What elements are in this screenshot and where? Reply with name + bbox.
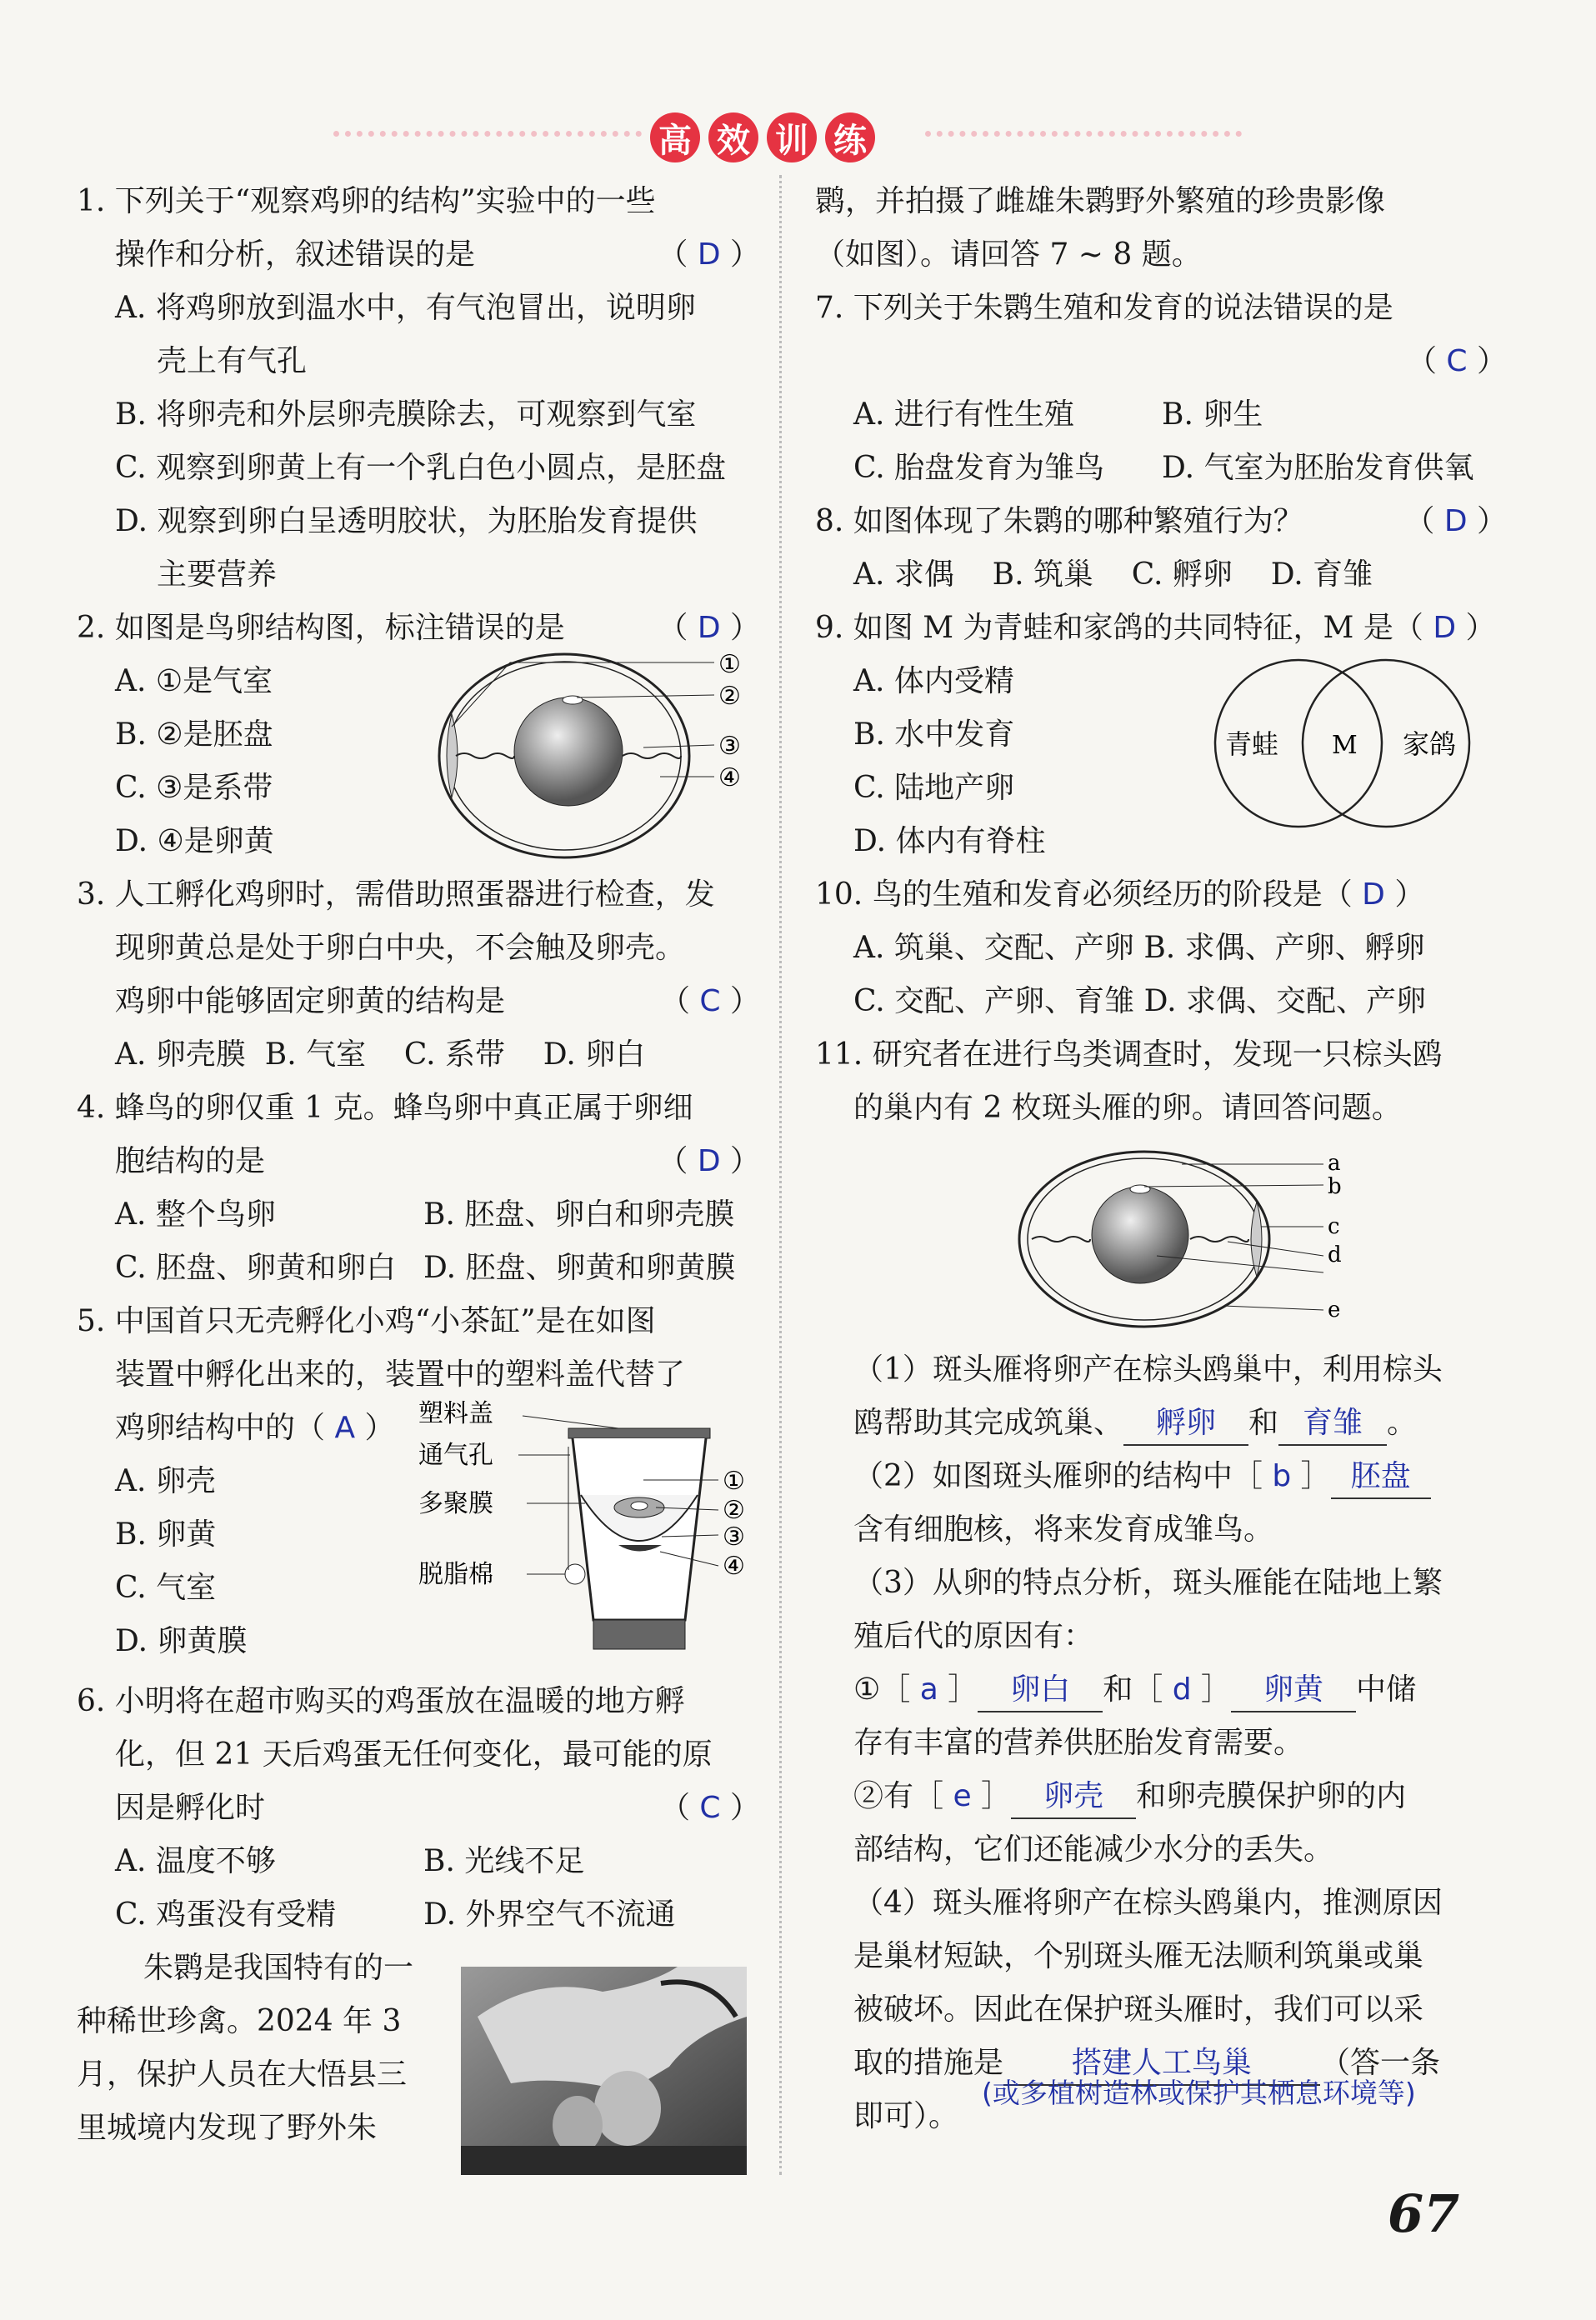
question-5: 5. 中国首只无壳孵化小鸡“小茶缸”是在如图 装置中孵化出来的，装置中的塑料盖代替了 鸡卵结构中的（ A ） A. 卵壳 B. 卵黄 C. 气室 D. 卵黄膜 塑料盖 通气孔 多聚膜 脱脂棉 ① ② ③ ④: [77, 1295, 760, 1675]
question-stem: 2. 如图是鸟卵结构图，标注错误的是: [77, 611, 565, 645]
subquestion-text: 殖后代的原因有：: [853, 1619, 1094, 1653]
column-divider: [779, 175, 782, 2175]
option-a: A. 温度不够: [115, 1844, 276, 1878]
option-c: C. 胎盘发育为雏鸟: [853, 451, 1105, 485]
venn-label-pigeon: 家鸽: [1403, 728, 1457, 760]
option-a: A. ①是气室: [115, 664, 273, 698]
options: A. 筑巢、交配、产卵 B. 求偶、产卵、孵卵: [853, 931, 1425, 965]
subquestion-text: 和［: [1103, 1672, 1163, 1707]
question-stem: 的巢内有 2 枚斑头雁的卵。请回答问题。: [853, 1091, 1402, 1125]
goose-egg-diagram-wrap: [815, 1135, 1507, 1343]
venn-diagram: [1190, 652, 1498, 835]
subquestion-text: 和卵壳膜保护卵的内: [1136, 1779, 1407, 1813]
handwritten-letter: e: [953, 1779, 972, 1813]
subquestion-text: 。: [1387, 1406, 1418, 1440]
diagram-label: ③: [718, 732, 741, 761]
question-stem: 9. 如图 M 为青蛙和家鸽的共同特征，M 是（: [815, 611, 1423, 645]
page-number: 67: [1388, 2183, 1460, 2244]
subquestion-text: 是巢材短缺，个别斑头雁无法顺利筑巢或巢: [853, 1939, 1424, 1973]
question-stem: 7. 下列关于朱鹮生殖和发育的说法错误的是: [815, 291, 1393, 325]
question-stem: 1. 下列关于“观察鸡卵的结构”实验中的一些: [77, 184, 656, 218]
subquestion-text: ①［: [853, 1672, 911, 1707]
answer-paren: （ C ）: [1406, 344, 1507, 378]
header-dots-left: [333, 131, 642, 143]
question-9: 9. 如图 M 为青蛙和家鸽的共同特征，M 是（ D ） A. 体内受精 B. 水中发育 C. 陆地产卵 D. 体内有脊柱 青蛙 M 家鸽: [815, 602, 1507, 868]
handwritten-answer: 孵卵: [1123, 1402, 1248, 1446]
question-1: [77, 175, 760, 602]
answer: D: [697, 238, 721, 272]
diagram-label: 脱脂棉: [418, 1560, 493, 1589]
answer: D: [697, 611, 721, 645]
question-stem: 10. 鸟的生殖和发育必须经历的阶段是（: [815, 878, 1353, 912]
diagram-label: ①: [718, 650, 741, 679]
passage-text: 里城境内发现了野外朱: [77, 2111, 378, 2145]
option-a-cont: 壳上有气孔: [157, 344, 308, 378]
handwritten-letter: a: [919, 1672, 938, 1707]
question-3: [77, 868, 760, 1082]
answer-paren: （ D ）: [658, 1144, 760, 1178]
diagram-label: e: [1328, 1298, 1341, 1322]
question-stem: 3. 人工孵化鸡卵时，需借助照蛋器进行检查，发: [77, 878, 715, 912]
right-column: [815, 175, 1507, 2143]
question-10: 10. 鸟的生殖和发育必须经历的阶段是（ D ） A. 筑巢、交配、产卵 B. 求偶、产卵、孵卵 C. 交配、产卵、育雏 D. 求偶、交配、产卵: [815, 868, 1507, 1028]
diagram-label: ④: [718, 763, 741, 792]
option-c: C. 胚盘、卵黄和卵白: [115, 1251, 397, 1285]
diagram-label: ④: [723, 1552, 745, 1581]
passage-text: 种稀世珍禽。2024 年 3: [77, 2004, 402, 2038]
option-d: D. 卵黄膜: [115, 1624, 248, 1658]
question-6: [77, 1675, 760, 1942]
passage-text: 月，保护人员在大悟县三: [77, 2058, 408, 2092]
question-stem: 因是孵化时: [115, 1791, 266, 1825]
handwritten-answer: 搭建人工鸟巢: [1003, 2042, 1320, 2086]
diagram-label: ①: [723, 1467, 745, 1496]
handwritten-answer: 卵黄: [1231, 1669, 1356, 1712]
option-c: C. 鸡蛋没有受精: [115, 1898, 337, 1932]
answer: C: [699, 1791, 721, 1825]
option-a: A. 整个鸟卵: [115, 1198, 276, 1232]
subquestion-text: （答一条: [1320, 2046, 1441, 2080]
option-d: D. 胚盘、卵黄和卵黄膜: [423, 1251, 736, 1285]
header-char: 高: [650, 112, 700, 162]
option-c: C. 观察到卵黄上有一个乳白色小圆点，是胚盘: [115, 451, 727, 485]
option-a: A. 卵壳: [115, 1464, 216, 1498]
option-d: D. ④是卵黄: [115, 824, 274, 858]
question-stem: 鸡卵中能够固定卵黄的结构是: [115, 984, 506, 1018]
answer-paren: （ D ）: [1404, 504, 1507, 538]
answer: C: [699, 984, 721, 1018]
diagram-label: ②: [718, 682, 741, 711]
subquestion-text: 和: [1248, 1406, 1279, 1440]
option-a: A. 进行有性生殖: [853, 398, 1074, 432]
subquestion-text: 即可）。: [853, 2099, 959, 2133]
question-stem: 操作和分析，叙述错误的是: [115, 238, 476, 272]
subquestion-text: ②有［: [853, 1779, 944, 1813]
question-8: [815, 495, 1507, 602]
diagram-label: 通气孔: [418, 1441, 493, 1470]
subquestion-text: （1）斑头雁将卵产在棕头鸥巢中，利用棕头: [853, 1352, 1443, 1387]
option-c: C. 气室: [115, 1571, 217, 1605]
goose-egg-diagram: [1015, 1143, 1365, 1335]
handwritten-letter: b: [1272, 1459, 1292, 1493]
question-stem: 6. 小明将在超市购买的鸡蛋放在温暖的地方孵: [77, 1684, 685, 1718]
diagram-label: 塑料盖: [418, 1399, 493, 1428]
answer: D: [697, 1144, 721, 1178]
question-stem: 4. 蜂鸟的卵仅重 1 克。蜂鸟卵中真正属于卵细: [77, 1091, 693, 1125]
question-11: 11. 研究者在进行鸟类调查时，发现一只棕头鸥 的巢内有 2 枚斑头雁的卵。请回答问题。 a b c d e （1）斑头雁将卵产在棕头鸥巢中，利用棕头 鸥帮助其完成筑巢、 孵卵 和 育雏 。 （2）如图斑头雁卵的结构中［ b ］ 胚盘 含有细胞核，将来发育成雏鸟。 （3）从卵的特点分析，斑头雁能在陆地上繁 殖后代的原因有： ①［ a ］ 卵白 和［ d ］ 卵黄 中储 存有丰富的营养供胚胎发育需要。 ②有［ e ］ 卵壳 和卵壳膜保护卵的内 部结构，它们还能减少水分的丢失。 （4）斑头雁将卵产在棕头鸥巢内，推测原因 是巢材短缺，个别斑头雁无法顺利筑巢或巢 被破坏。因此在保护斑头雁时，我们可以采 取的措施是 搭建人工鸟巢 （答一条 即可）。 (或多植树造林或保护其栖息环境等): [815, 1028, 1507, 2143]
answer-paren: （ D ）: [658, 238, 760, 272]
question-2: [77, 602, 760, 868]
option-c: C. ③是系带: [115, 771, 273, 805]
header-char: 训: [767, 112, 817, 162]
option-b: B. 水中发育: [853, 718, 1015, 752]
diagram-label: d: [1328, 1242, 1342, 1268]
answer: D: [1443, 504, 1468, 538]
handwritten-answer: 卵白: [978, 1669, 1103, 1712]
answer-paren: （ C ）: [659, 1791, 760, 1825]
option-b: B. 胚盘、卵白和卵壳膜: [423, 1198, 735, 1232]
option-d: D. 体内有脊柱: [853, 824, 1046, 858]
answer: A: [334, 1411, 356, 1445]
handwritten-answer: 胚盘: [1331, 1456, 1431, 1499]
passage-text: 朱鹮是我国特有的一: [143, 1951, 414, 1985]
subquestion-text: （4）斑头雁将卵产在棕头鸥巢内，推测原因: [853, 1886, 1443, 1920]
question-stem: 装置中孵化出来的，装置中的塑料盖代替了: [115, 1358, 686, 1392]
question-4: [77, 1082, 760, 1295]
question-stem: 现卵黄总是处于卵白中央，不会触及卵壳。: [115, 931, 686, 965]
question-stem: 11. 研究者在进行鸟类调查时，发现一只棕头鸥: [815, 1038, 1443, 1072]
question-stem: 化，但 21 天后鸡蛋无任何变化，最可能的原: [115, 1738, 713, 1772]
passage-text: （如图）。请回答 7 ~ 8 题。: [815, 238, 1202, 272]
option-b: B. 卵生: [1162, 398, 1263, 432]
question-stem: 5. 中国首只无壳孵化小鸡“小茶缸”是在如图: [77, 1304, 656, 1338]
option-b: B. 光线不足: [423, 1844, 585, 1878]
option-d: D. 气室为胚胎发育供氧: [1162, 451, 1474, 485]
venn-label-frog: 青蛙: [1225, 728, 1279, 760]
option-d-cont: 主要营养: [157, 558, 278, 592]
diagram-label: a: [1328, 1151, 1341, 1176]
answer: C: [1446, 344, 1468, 378]
header-char: 练: [825, 112, 875, 162]
handwritten-answer: 卵壳: [1011, 1776, 1136, 1819]
subquestion-text: 部结构，它们还能减少水分的丢失。: [853, 1832, 1334, 1867]
answer: D: [1362, 878, 1385, 912]
diagram-label: c: [1328, 1214, 1340, 1239]
subquestion-text: 存有丰富的营养供胚胎发育需要。: [853, 1726, 1304, 1760]
ibis-photo: [461, 1967, 747, 2175]
venn-label-m: M: [1332, 731, 1358, 760]
question-stem: 鸡卵结构中的（: [115, 1411, 326, 1445]
subquestion-text: 中储: [1356, 1672, 1417, 1707]
question-stem: 8. 如图体现了朱鹮的哪种繁殖行为？: [815, 504, 1303, 538]
egg-structure-diagram: [427, 643, 760, 868]
diagram-label: 多聚膜: [418, 1489, 493, 1518]
diagram-label: b: [1328, 1174, 1342, 1199]
header-char: 效: [708, 112, 758, 162]
diagram-label: ③: [723, 1522, 745, 1552]
option-a: A. 体内受精: [853, 664, 1014, 698]
subquestion-text: （3）从卵的特点分析，斑头雁能在陆地上繁: [853, 1566, 1443, 1600]
subquestion-text: 含有细胞核，将来发育成雏鸟。: [853, 1512, 1274, 1547]
handwritten-letter: d: [1172, 1672, 1192, 1707]
question-stem: 胞结构的是: [115, 1144, 266, 1178]
question-7: [815, 282, 1507, 495]
diagram-label: ②: [723, 1496, 745, 1525]
options: A. 卵壳膜 B. 气室 C. 系带 D. 卵白: [115, 1038, 646, 1072]
subquestion-text: 取的措施是: [853, 2046, 1004, 2080]
handwritten-alt-answer: (或多植树造林或保护其栖息环境等): [982, 2077, 1416, 2109]
answer-paren: （ D ）: [658, 611, 760, 645]
left-column: [77, 175, 760, 2155]
incubator-diagram: [418, 1399, 760, 1670]
section-header: [0, 112, 1596, 162]
answer-paren: （ C ）: [659, 984, 760, 1018]
passage-text: 鹮，并拍摄了雌雄朱鹮野外繁殖的珍贵影像: [815, 184, 1386, 218]
answer: D: [1433, 611, 1457, 645]
option-b: B. 将卵壳和外层卵壳膜除去，可观察到气室: [115, 398, 697, 432]
subquestion-text: 被破坏。因此在保护斑头雁时，我们可以采: [853, 1992, 1424, 2027]
header-dots-right: [925, 131, 1242, 143]
option-b: B. 卵黄: [115, 1518, 217, 1552]
options: A. 求偶 B. 筑巢 C. 孵卵 D. 育雏: [853, 558, 1373, 592]
handwritten-answer: 育雏: [1278, 1402, 1387, 1446]
option-a: A. 将鸡卵放到温水中，有气泡冒出，说明卵: [115, 291, 696, 325]
option-b: B. ②是胚盘: [115, 718, 273, 752]
option-d: D. 外界空气不流通: [423, 1898, 676, 1932]
subquestion-text: 鸥帮助其完成筑巢、: [853, 1406, 1124, 1440]
subquestion-text: （2）如图斑头雁卵的结构中［: [853, 1459, 1263, 1493]
option-d: D. 观察到卵白呈透明胶状，为胚胎发育提供: [115, 504, 698, 538]
option-c: C. 陆地产卵: [853, 771, 1015, 805]
options: C. 交配、产卵、育雏 D. 求偶、交配、产卵: [853, 984, 1427, 1018]
